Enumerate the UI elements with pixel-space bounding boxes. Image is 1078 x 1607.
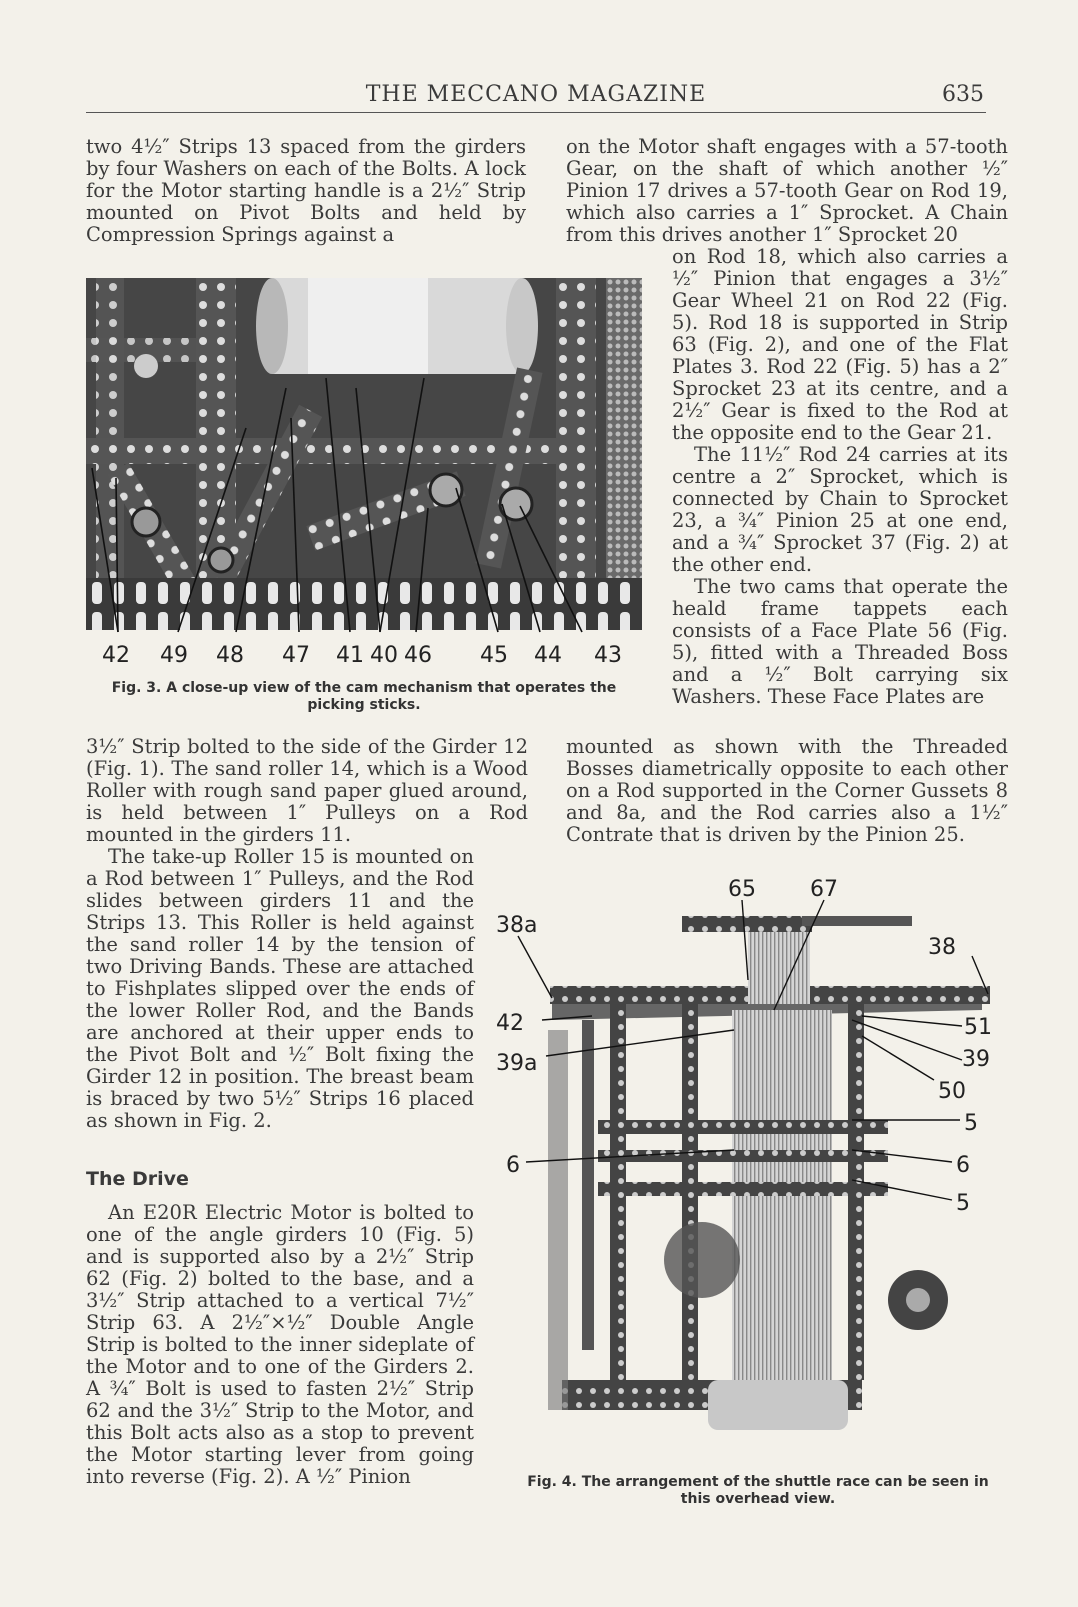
fig4-caption-line2: this overhead view. [680,1491,836,1507]
right-top-paragraph [566,136,1008,246]
page-header [86,82,986,113]
fig4-caption [502,1474,1014,1508]
motor-text: An E20R Electric Motor is bolted to one of the angle girders 10 (Fig. 5) and is supported also by a 2½″ Strip 62 (Fig. 2) bolted to the base, and a 3½″ Strip attached to a vertical 7½″ Strip 63. A 2½″×½″ Double Angle Strip is bolted to the inner sideplate of the Motor and to one of the Girders 2. A ¾″ Bolt is used to fasten 2½″ Strip 62 and the 3½″ Strip to the Motor, and this Bolt acts also as a stop to prevent the Motor starting lever from going into reverse (Fig. 2). A ½″ Pinion [86,1201,474,1488]
fig3-label-49: 49 [160,643,188,668]
magazine-title: THE MECCANO MAGAZINE [365,82,707,107]
right-narrow-paragraphs [672,246,1008,708]
fig4-label-5-upper: 5 [964,1111,978,1136]
fig4-label-65: 65 [728,877,756,902]
fig4-label-38: 38 [928,935,956,960]
fig3-label-40: 40 [370,643,398,668]
fig4-label-39a: 39a [496,1051,538,1076]
fig3-label-45: 45 [480,643,508,668]
fig3-label-44: 44 [534,643,562,668]
fig3-label-43: 43 [594,643,622,668]
fig4-label-42: 42 [496,1011,524,1036]
right-wide-paragraph [566,736,1008,846]
fig4-label-50: 50 [938,1079,966,1104]
right-top-text: on the Motor shaft engages with a 57-tooth Gear, on the shaft of which another ½″ Pinion 17 drives a 57-tooth Gear on Rod 19, which also carries a 1″ Sprocket. A Chain from this drives another 1″ Sprocket 20 [566,135,1008,246]
rod-24-text: The 11½″ Rod 24 carries at its centre a 2″ Sprocket, which is connected by Chain to Sprocket 23, a ¾″ Pinion 25 at one end, and a ¾″ Sprocket 37 (Fig. 2) at the other end. [672,443,1008,576]
fig3-label-42: 42 [102,643,130,668]
sand-roller-text: 3½″ Strip bolted to the side of the Girder 12 (Fig. 1). The sand roller 14, which is a Wood Roller with rough sand paper glued around, is held between 1″ Pulleys on a Rod mounted in the girders 11. [86,735,528,846]
left-top-text: two 4½″ Strips 13 spaced from the girders by four Washers on each of the Bolts. A lock for the Motor starting handle is a 2½″ Strip mounted on Pivot Bolts and held by Compression Springs against a [86,135,526,246]
fig3-label-48: 48 [216,643,244,668]
fig3-label-46: 46 [404,643,432,668]
fig4-photo [496,877,1014,1470]
page-number: 635 [942,82,984,107]
fig4-label-6-right: 6 [956,1153,970,1178]
left-drive-paragraph [86,1202,474,1488]
cams-text: The two cams that operate the heald frame tappets each consists of a Face Plate 56 (Fig. 5), fitted with a Threaded Boss and a ½″ Bolt carrying six Washers. These Face Plates are [672,575,1008,708]
fig4-label-67: 67 [810,877,838,902]
cam-mechanism-image [86,278,642,668]
fig4-label-5-lower: 5 [956,1191,970,1216]
shuttle-race-image [496,877,1014,1470]
left-top-paragraph [86,136,526,246]
fig4-caption-line1: Fig. 4. The arrangement of the shuttle race can be seen in [527,1474,989,1490]
fig3-label-41: 41 [336,643,364,668]
fig4-label-51: 51 [964,1015,992,1040]
left-mid-paragraph [86,736,528,1132]
fig4-label-6-left: 6 [506,1153,520,1178]
section-heading-drive: The Drive [86,1168,189,1190]
fig4-label-39: 39 [962,1047,990,1072]
face-plates-text: mounted as shown with the Threaded Bosses diametrically opposite to each other on a Rod supported in the Corner Gussets 8 and 8a, and the Rod carries also a 1½″ Contrate that is driven by the Pinion 25. [566,735,1008,846]
fig3-label-47: 47 [282,643,310,668]
fig4-label-38a: 38a [496,913,538,938]
rod-18-text: on Rod 18, which also carries a ½″ Pinion that engages a 3½″ Gear Wheel 21 on Rod 22 (Fig. 5). Rod 18 is supported in Strip 63 (Fig. 2), and one of the Flat Plates 3. Rod 22 (Fig. 5) has a 2″ Sprocket 23 at its centre, and a 2½″ Gear is fixed to the Rod at the opposite end to the Gear 21. [672,245,1008,444]
fig3-photo [86,278,642,668]
fig3-caption: Fig. 3. A close-up view of the cam mechanism that operates the picking sticks. [111,680,617,713]
takeup-roller-text: The take-up Roller 15 is mounted on a Rod between 1″ Pulleys, and the Rod slides between girders 11 and the Strips 13. This Roller is held against the sand roller 14 by the tension of two Driving Bands. These are attached to Fishplates slipped over the ends of the lower Roller Rod, and the Bands are anchored at their upper ends to the Pivot Bolt and ½″ Bolt fixing the Girder 12 in position. The breast beam is braced by two 5½″ Strips 16 placed as shown in Fig. 2. [86,845,474,1132]
